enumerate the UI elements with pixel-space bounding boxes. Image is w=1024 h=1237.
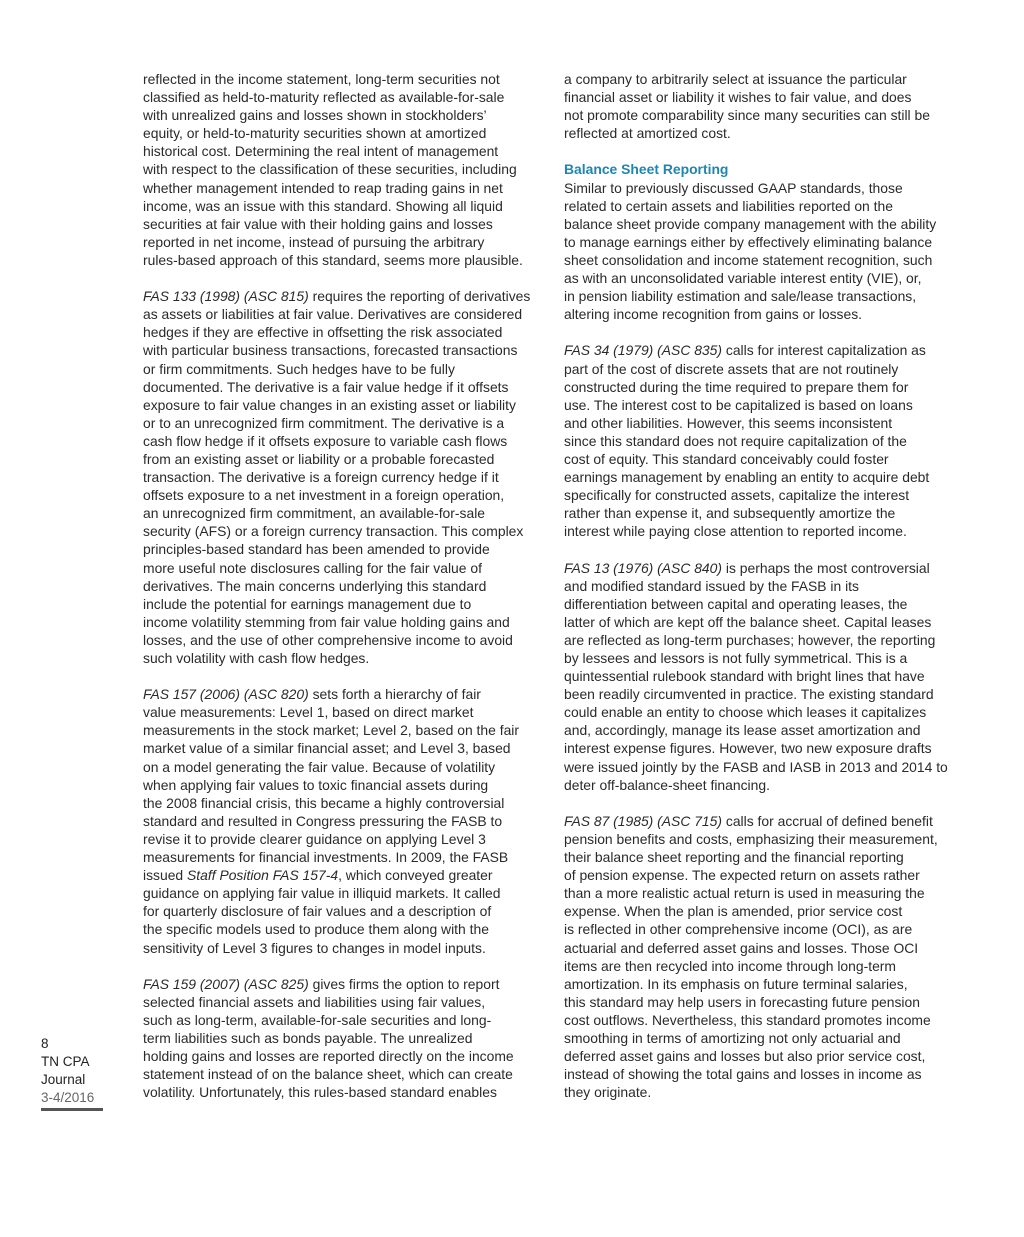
text-line: security (AFS) or a foreign currency transaction. This complex (143, 523, 524, 540)
page-folio (41, 1035, 103, 1111)
text-line: such as long-term, available-for-sale securities and long- (143, 1011, 492, 1028)
fas159-citation: FAS 159 (2007) (ASC 825) (143, 975, 309, 992)
text-line: reflected at amortized cost. (564, 125, 731, 142)
text-line: losses, and the use of other comprehensive income to avoid (143, 631, 513, 648)
fas133-first-line: FAS 133 (1998) (ASC 815) requires the reporting of derivatives (143, 288, 531, 305)
text-line: expense. When the plan is amended, prior service cost (564, 903, 903, 920)
text-line: market value of a similar financial asset; and Level 3, based (143, 740, 511, 757)
text-line: balance sheet provide company management with the ability (564, 215, 937, 232)
text-line: measurements for financial investments. In 2009, the FASB (143, 849, 509, 866)
fas87-citation: FAS 87 (1985) (ASC 715) (564, 812, 723, 829)
fas157-issued-line: issued Staff Position FAS 157-4, which conveyed greater (143, 867, 493, 884)
text-line: could enable an entity to choose which leases it capitalizes (564, 704, 927, 721)
text-line: and, accordingly, manage its lease asset amortization and (564, 722, 921, 739)
journal-name-line1: TN CPA (41, 1054, 90, 1069)
continuation-paragraph (564, 70, 972, 142)
text-line: earnings management by enabling an entity to acquire debt (564, 469, 930, 486)
text-line: documented. The derivative is a fair value hedge if it offsets (143, 378, 509, 395)
text-line: and other liabilities. However, this seems inconsistent (564, 414, 893, 431)
fas87-first-line: FAS 87 (1985) (ASC 715) calls for accrual of defined benefit (564, 812, 933, 829)
text-line: not promote comparability since many securities can still be (564, 107, 930, 124)
right-column (564, 70, 972, 1101)
intro-paragraph (143, 70, 551, 269)
text-line: more useful note disclosures calling for the fair value of (143, 559, 482, 576)
balance-sheet-section (564, 160, 972, 323)
text-line: an unrecognized firm commitment, an available-for-sale (143, 505, 486, 522)
fas159-paragraph (143, 975, 551, 1102)
left-column (143, 70, 551, 1101)
text-line: revise it to provide clearer guidance on applying Level 3 (143, 830, 486, 847)
text-line: historical cost. Determining the real intent of management (143, 143, 499, 160)
text-line: whether management intended to reap trading gains in net (143, 179, 503, 196)
text-line: with particular business transactions, forecasted transactions (143, 342, 518, 359)
text-line: sheet consolidation and income statement recognition, such (564, 251, 933, 268)
text-line: use. The interest cost to be capitalized is based on loans (564, 396, 913, 413)
text-line: actuarial and deferred asset gains and losses. Those OCI (564, 939, 919, 956)
text-line: rules-based approach of this standard, seems more plausible. (143, 251, 523, 268)
fas34-first-line: FAS 34 (1979) (ASC 835) calls for interest capitalization as (564, 342, 926, 359)
text-line: derivatives. The main concerns underlying this standard (143, 577, 487, 594)
text-line: value measurements: Level 1, based on direct market (143, 704, 474, 721)
text-line: or firm commitments. Such hedges have to be fully (143, 360, 455, 377)
text-line: differentiation between capital and operating leases, the (564, 595, 908, 612)
text-line: term liabilities such as bonds payable. The unrealized (143, 1029, 473, 1046)
text-line: with unrealized gains and losses shown in stockholders’ (143, 107, 487, 124)
text-line: amortization. In its emphasis on future terminal salaries, (564, 975, 908, 992)
text-line: they originate. (564, 1084, 652, 1101)
text-line: exposure to fair value changes in an existing asset or liability (143, 396, 516, 413)
page-number: 8 (41, 1036, 49, 1051)
text-line: financial asset or liability it wishes to fair value, and does (564, 89, 912, 106)
text-line: smoothing in terms of amortizing not only actuarial and (564, 1029, 901, 1046)
text-line: principles-based standard has been amended to provide (143, 541, 490, 558)
fas157-paragraph (143, 685, 551, 956)
text-line: or to an unrecognized firm commitment. The derivative is a (143, 414, 505, 431)
text-line: sensitivity of Level 3 figures to changes in model inputs. (143, 939, 486, 956)
text-line: income volatility stemming from fair value holding gains and (143, 613, 510, 630)
text-line: and modified standard issued by the FASB in its (564, 577, 859, 594)
text-line: income, was an issue with this standard. Showing all liquid (143, 197, 503, 214)
text-line: items are then recycled into income through long-term (564, 957, 896, 974)
text-line: are reflected as long-term purchases; however, the reporting (564, 631, 936, 648)
text-line: instead of showing the total gains and losses in income as (564, 1066, 922, 1083)
text-line: equity, or held-to-maturity securities shown at amortized (143, 125, 487, 142)
text-line: specifically for constructed assets, capitalize the interest (564, 487, 910, 504)
text-line: holding gains and losses are reported directly on the income (143, 1048, 514, 1065)
text-line: as with an unconsolidated variable interest entity (VIE), or, (564, 270, 922, 287)
fas133-citation: FAS 133 (1998) (ASC 815) (143, 288, 309, 305)
text-line: by lessees and lessors is not fully symmetrical. This is a (564, 650, 908, 666)
text-line: since this standard does not require capitalization of the (564, 432, 907, 449)
text-line: latter of which are kept off the balance sheet. Capital leases (564, 613, 932, 630)
staff-position-citation: Staff Position FAS 157-4 (187, 867, 339, 884)
text-line: securities at fair value with their holding gains and losses (143, 215, 493, 232)
text-line: cost outflows. Nevertheless, this standard promotes income (564, 1011, 931, 1028)
text-line: is reflected in other comprehensive income (OCI), as are (564, 921, 913, 938)
text-line: Similar to previously discussed GAAP standards, those (564, 179, 903, 196)
text-line: interest while paying close attention to reported income. (564, 523, 907, 540)
text-line: of pension expense. The expected return on assets rather (564, 867, 920, 884)
fas13-citation: FAS 13 (1976) (ASC 840) (564, 559, 723, 576)
text-line: quintessential rulebook standard with bright lines that have (564, 668, 925, 685)
fas157-first-line: FAS 157 (2006) (ASC 820) sets forth a hierarchy of fair (143, 686, 481, 703)
fas34-citation: FAS 34 (1979) (ASC 835) (564, 342, 723, 359)
text-line: to manage earnings either by effectively eliminating balance (564, 233, 933, 250)
text-line: from an existing asset or liability or a probable forecasted (143, 450, 495, 467)
text-line: transaction. The derivative is a foreign currency hedge if it (143, 469, 499, 486)
text-line: a company to arbitrarily select at issuance the particular (564, 71, 907, 87)
text-line: guidance on applying fair value in illiquid markets. It called (143, 885, 501, 902)
text-line: the specific models used to produce them along with the (143, 921, 489, 938)
balance-sheet-heading: Balance Sheet Reporting (564, 161, 729, 178)
text-line: as assets or liabilities at fair value. Derivatives are considered (143, 306, 523, 323)
issue-date: 3-4/2016 (41, 1089, 103, 1111)
text-line: measurements in the stock market; Level 2, based on the fair (143, 722, 520, 739)
text-line: in pension liability estimation and sale/lease transactions, (564, 288, 917, 305)
text-line: selected financial assets and liabilities using fair values, (143, 993, 486, 1010)
text-line: reported in net income, instead of pursuing the arbitrary (143, 233, 485, 250)
text-line: part of the cost of discrete assets that are not routinely (564, 360, 899, 377)
text-line: the 2008 financial crisis, this became a highly controversial (143, 794, 505, 811)
text-line: their balance sheet reporting and the financial reporting (564, 849, 904, 866)
text-line: for quarterly disclosure of fair values and a description of (143, 903, 492, 920)
journal-name-line2: Journal (41, 1072, 86, 1087)
text-line: related to certain assets and liabilities reported on the (564, 197, 893, 214)
text-line: statement instead of on the balance sheet, which can create (143, 1066, 513, 1083)
text-line: hedges if they are effective in offsetting the risk associated (143, 324, 503, 341)
text-line: on a model generating the fair value. Because of volatility (143, 758, 496, 775)
text-line: were issued jointly by the FASB and IASB in 2013 and 2014 to (564, 758, 948, 775)
text-line: such volatility with cash flow hedges. (143, 650, 370, 666)
text-line: with respect to the classification of these securities, including (143, 161, 517, 178)
fas34-paragraph (564, 341, 972, 540)
text-line: deter off-balance-sheet financing. (564, 776, 770, 793)
text-line: interest expense figures. However, two new exposure drafts (564, 740, 932, 757)
fas87-paragraph (564, 812, 972, 1102)
text-line: deferred asset gains and losses but also prior service cost, (564, 1048, 926, 1065)
text-line: constructed during the time required to prepare them for (564, 378, 909, 395)
fas159-first-line: FAS 159 (2007) (ASC 825) gives firms the option to report (143, 975, 500, 992)
text-line: include the potential for earnings management due to (143, 595, 472, 612)
text-line: reflected in the income statement, long-term securities not (143, 71, 500, 87)
text-line: offsets exposure to a net investment in a foreign operation, (143, 487, 505, 504)
text-line: when applying fair values to toxic financial assets during (143, 776, 489, 793)
text-line: cost of equity. This standard conceivably could foster (564, 450, 889, 467)
text-line: this standard may help users in forecasting future pension (564, 993, 920, 1010)
text-line: been readily circumvented in practice. The existing standard (564, 686, 934, 703)
text-line: than a more realistic actual return is used in measuring the (564, 885, 925, 902)
text-line: standard and resulted in Congress pressuring the FASB to (143, 812, 503, 829)
fas133-paragraph (143, 287, 551, 667)
text-line: pension benefits and costs, emphasizing their measurement, (564, 830, 938, 847)
text-line: classified as held-to-maturity reflected as available-for-sale (143, 89, 505, 106)
text-line: altering income recognition from gains or losses. (564, 306, 863, 323)
text-line: rather than expense it, and subsequently amortize the (564, 505, 896, 522)
fas13-first-line: FAS 13 (1976) (ASC 840) is perhaps the most controversial (564, 559, 930, 576)
fas13-paragraph (564, 559, 972, 794)
fas157-citation: FAS 157 (2006) (ASC 820) (143, 686, 309, 703)
text-line: cash flow hedge if it offsets exposure to variable cash flows (143, 432, 508, 449)
text-line: volatility. Unfortunately, this rules-based standard enables (143, 1084, 497, 1101)
